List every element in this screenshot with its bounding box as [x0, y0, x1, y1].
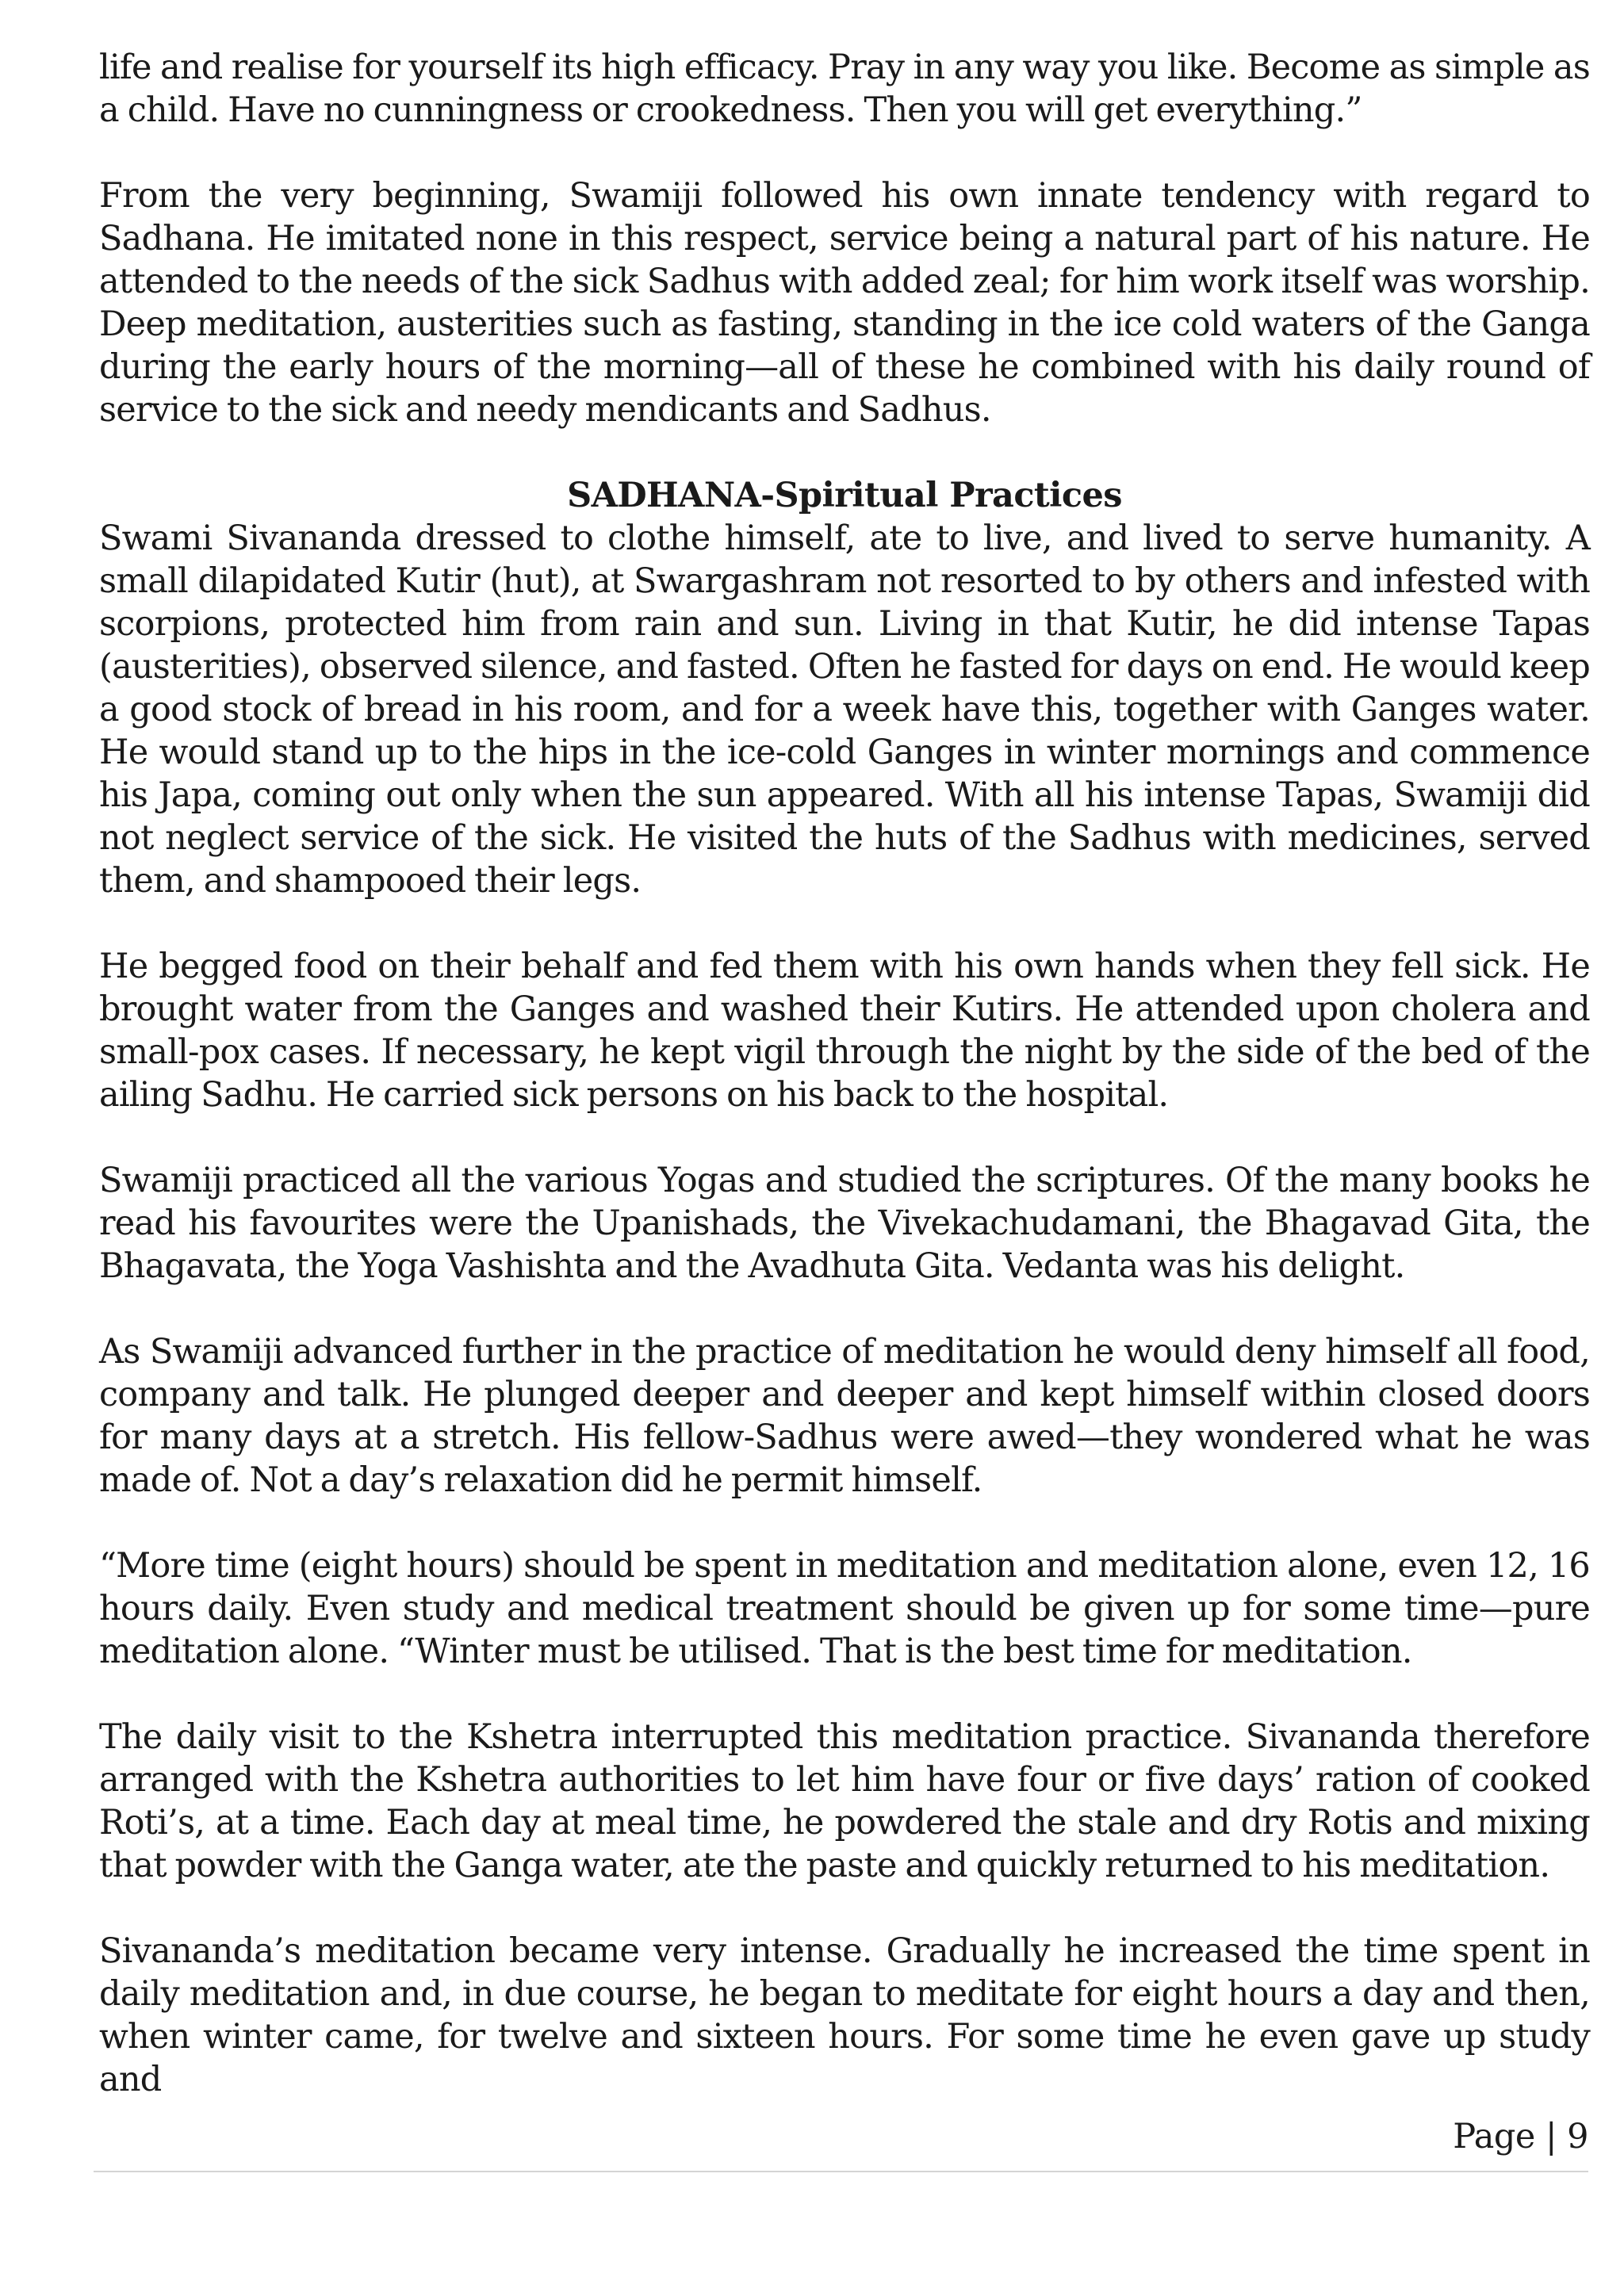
section-heading: SADHANA-Spiritual Practices — [567, 476, 1122, 515]
paragraph-gap — [99, 1887, 1590, 1930]
paragraph-advanced-meditation: As Swamiji advanced further in the practice of meditation he would deny himself all food, company and talk. He plunged deeper and deeper and kept himself within closed doors for many days at a stretch. His fellow-Sadhus were awed—they wondered what he was made of. Not a day’s relaxation did he permit himself. — [99, 1332, 1590, 1500]
paragraph-innate-tendency: From the very beginning, Swamiji followed his own innate tendency with regard to Sadhana. He imitated none in this respect, service being a natural part of his nature. He attended to the needs of the sick Sadhus with added zeal; for him work itself was worship. Deep meditation, austerities such as fasting, standing in the ice cold waters of the Ganga during the early hours of the morning—all of these he combined with his daily round of service to the sick and needy mendicants and Sadhus. — [99, 176, 1590, 430]
page-body — [99, 46, 1590, 2101]
page-footer — [94, 2115, 1588, 2172]
paragraph-gap — [99, 132, 1590, 174]
paragraph-gap — [99, 902, 1590, 945]
paragraph-kshetra-visit: The daily visit to the Kshetra interrupted this meditation practice. Sivananda therefore arranged with the Kshetra authorities to let him have four or five days’ ration of cooked Roti’s, at a time. Each day at meal time, he powdered the stale and dry Rotis and mixing that powder with the Ganga water, ate the paste and quickly returned to his meditation. — [99, 1717, 1590, 1885]
paragraph-more-time-quote: “More time (eight hours) should be spent in meditation and meditation alone, even 12, 16 hours daily. Even study and medical treatment should be given up for some time—pure meditation alone. “Winter must be utilised. That is the best time for meditation. — [99, 1546, 1590, 1671]
paragraph-gap — [99, 431, 1590, 474]
paragraph-dressed-to-clothe: Swami Sivananda dressed to clothe himself, ate to live, and lived to serve humanity. A small dilapidated Kutir (hut), at Swargashram not resorted to by others and infested with scorpions, protected him from rain and sun. Living in that Kutir, he did intense Tapas (austerities), observed silence, and fasted. Often he fasted for days on end. He would keep a good stock of bread in his room, and for a week have this, together with Ganges water. He would stand up to the hips in the ice-cold Ganges in winter mornings and commence his Japa, coming out only when the sun appeared. With all his intense Tapas, Swamiji did not neglect service of the sick. He visited the huts of the Sadhus with medicines, served them, and shampooed their legs. — [99, 519, 1590, 901]
paragraph-efficacy: life and realise for yourself its high efficacy. Pray in any way you like. Become as simple as a child. Have no cunningness or crookedness. Then you will get everything.” — [99, 48, 1590, 130]
paragraph-gap — [99, 1288, 1590, 1330]
paragraph-begged-food: He begged food on their behalf and fed them with his own hands when they fell sick. He brought water from the Ganges and washed their Kutirs. He attended upon cholera and small-pox cases. If necessary, he kept vigil through the night by the side of the bed of the ailing Sadhu. He carried sick persons on his back to the hospital. — [99, 947, 1590, 1115]
paragraph-gap — [99, 1673, 1590, 1716]
paragraph-practiced-yogas: Swamiji practiced all the various Yogas and studied the scriptures. Of the many books he read his favourites were the Upanishads, the Vivekachudamani, the Bhagavad Gita, the Bhagavata, the Yoga Vashishta and the Avadhuta Gita. Vedanta was his delight. — [99, 1161, 1590, 1286]
page-number: Page | 9 — [1453, 2117, 1588, 2156]
paragraph-gap — [99, 1502, 1590, 1544]
paragraph-intense-meditation: Sivananda’s meditation became very intense. Gradually he increased the time spent in daily meditation and, in due course, he began to meditate for eight hours a day and then, when winter came, for twelve and sixteen hours. For some time he even gave up study and — [99, 1931, 1590, 2099]
paragraph-gap — [99, 1116, 1590, 1159]
